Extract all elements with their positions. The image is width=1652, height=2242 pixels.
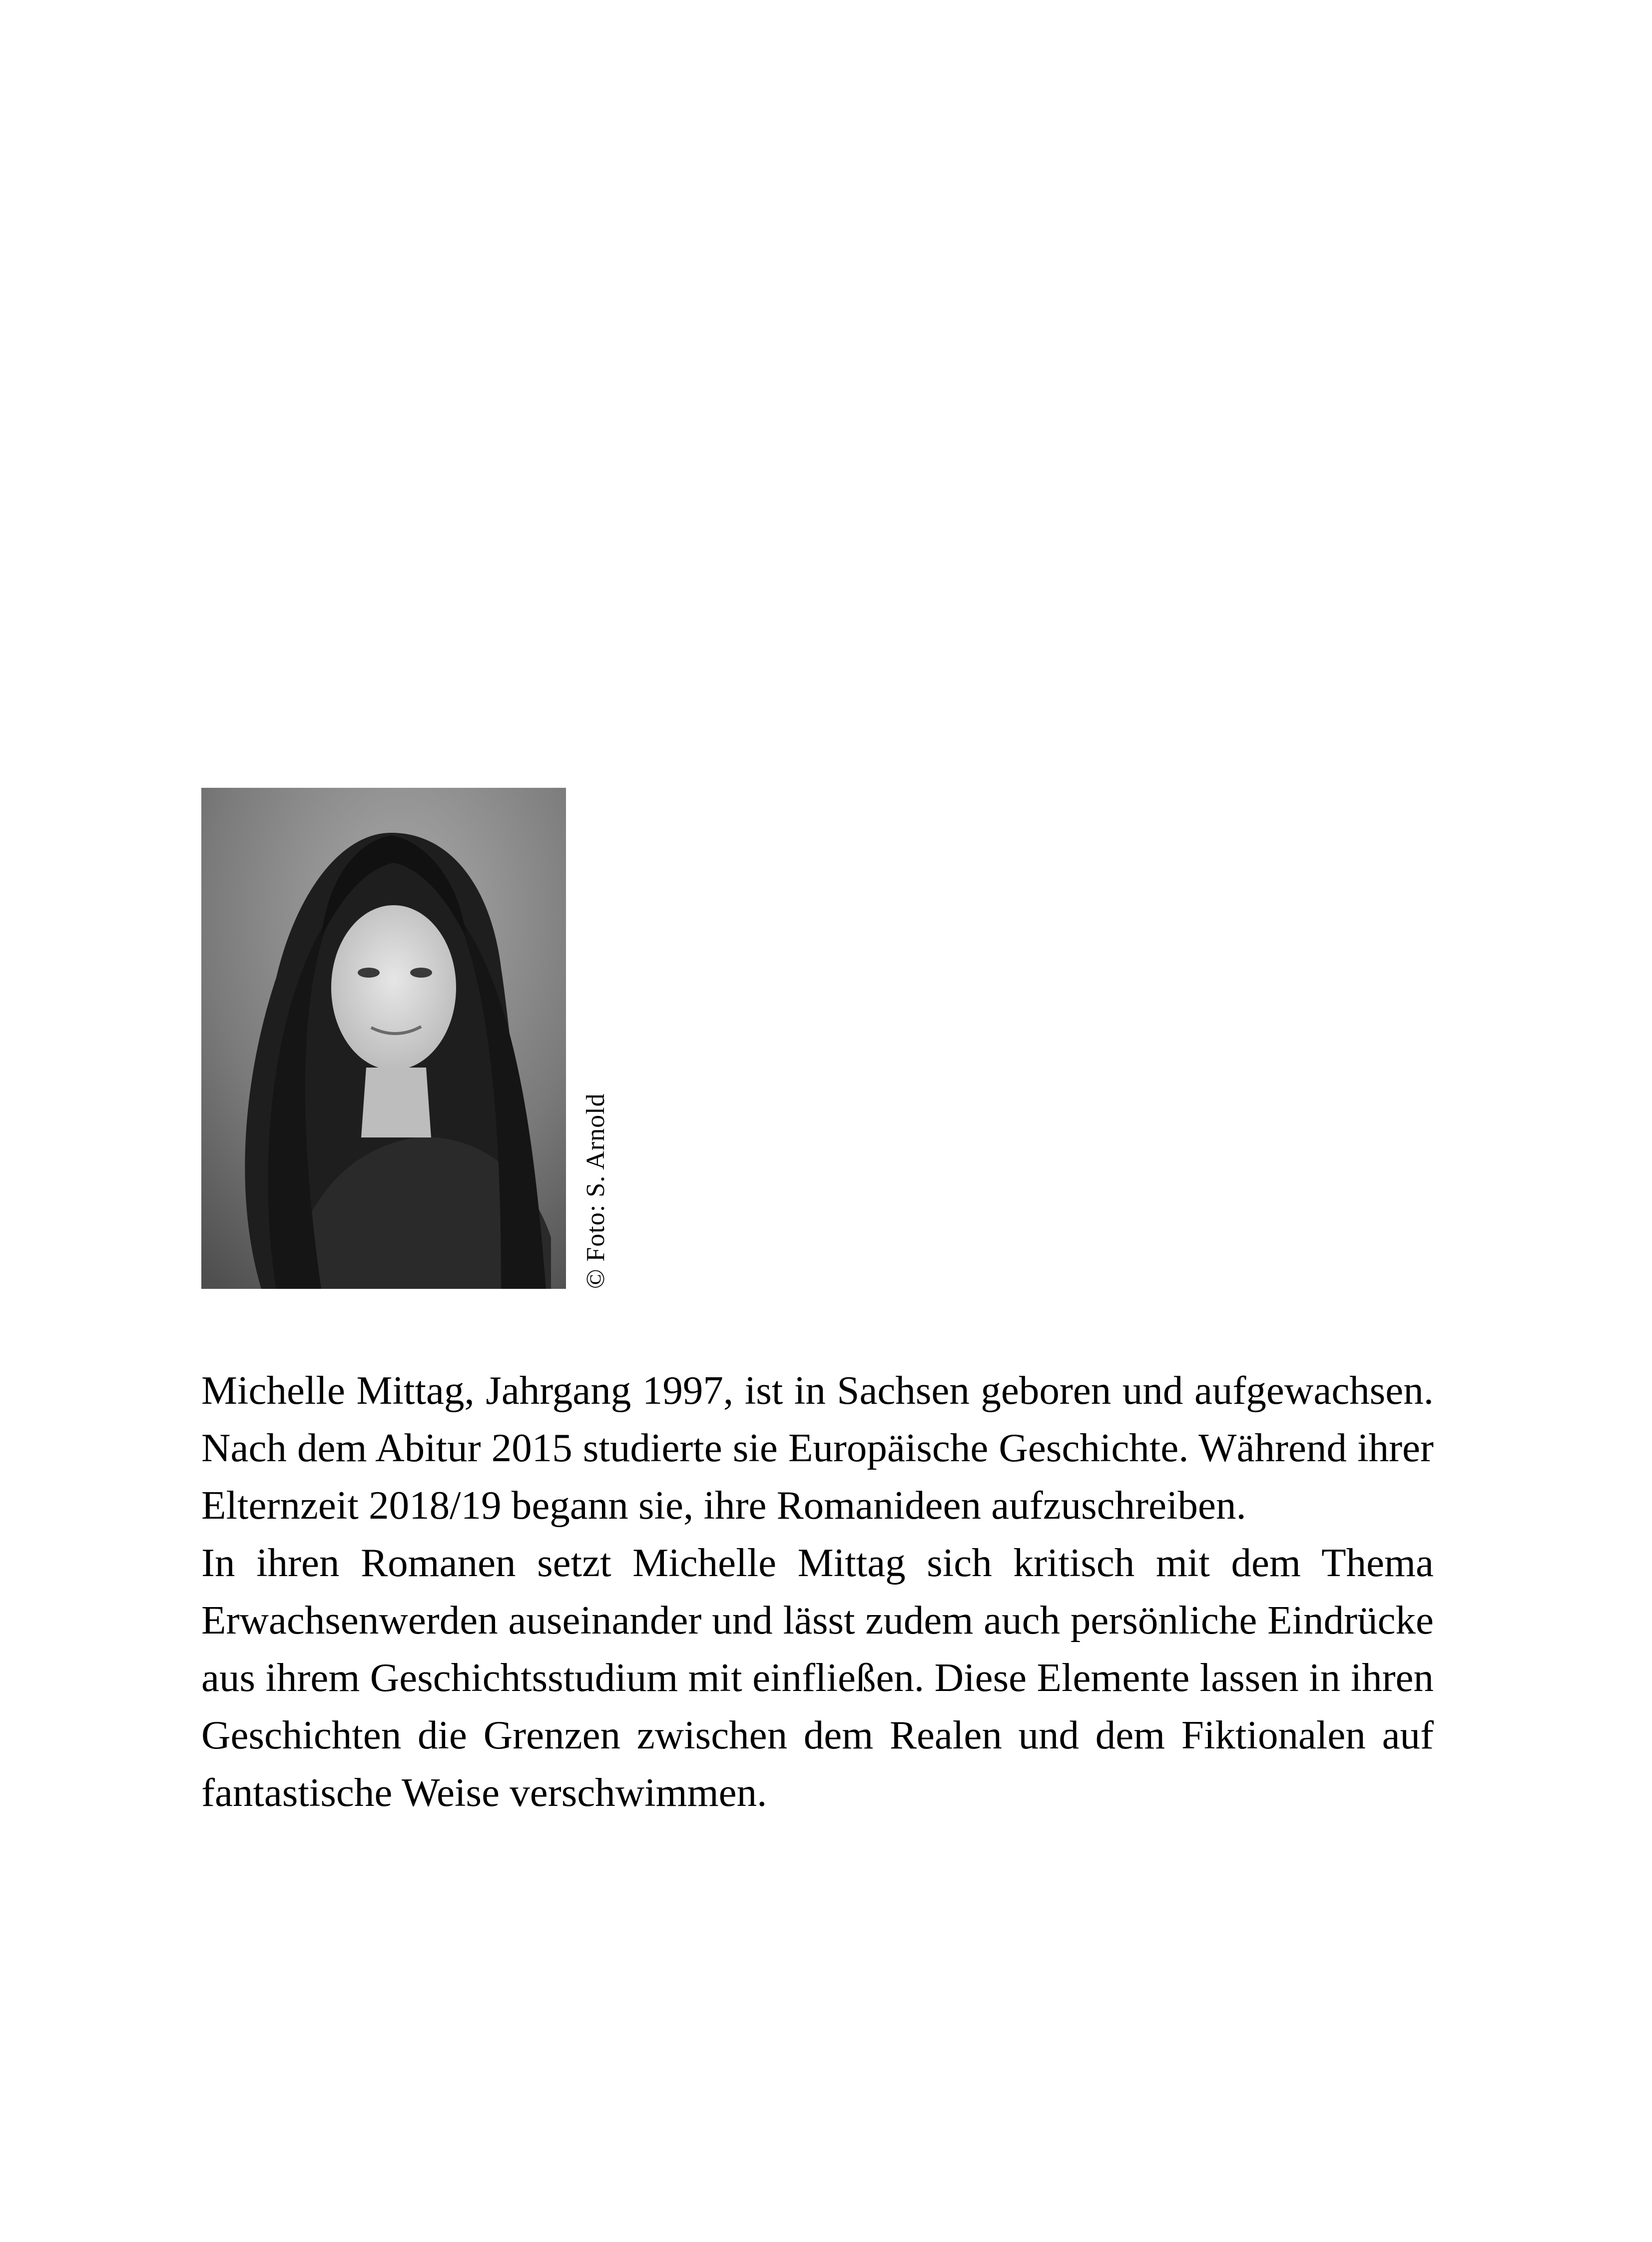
photo-credit-text: © Foto: S. Arnold [581, 1093, 610, 1289]
bio-paragraph: Michelle Mittag, Jahrgang 1997, ist in Sachsen geboren und aufgewachsen. Nach dem Abitur 2015 studierte sie Europäische Geschichte. Während ihrer Elternzeit 2018/19 begann sie, ihre Romanideen aufzuschreiben. [201, 1368, 1434, 1528]
author-portrait-photo [201, 788, 566, 1289]
author-biography [201, 1362, 1434, 1821]
photo-credit [571, 788, 611, 1289]
portrait-icon [201, 788, 566, 1289]
bio-paragraph: In ihren Romanen setzt Michelle Mittag sich kritisch mit dem Thema Erwachsenwerden auseinander und lässt zudem auch persönliche Eindrücke aus ihrem Geschichtsstudium mit einfließen. Diese Elemente lassen in ihren Geschichten die Grenzen zwischen dem Realen und dem Fiktionalen auf fantastische Weise verschwimmen. [201, 1540, 1434, 1815]
